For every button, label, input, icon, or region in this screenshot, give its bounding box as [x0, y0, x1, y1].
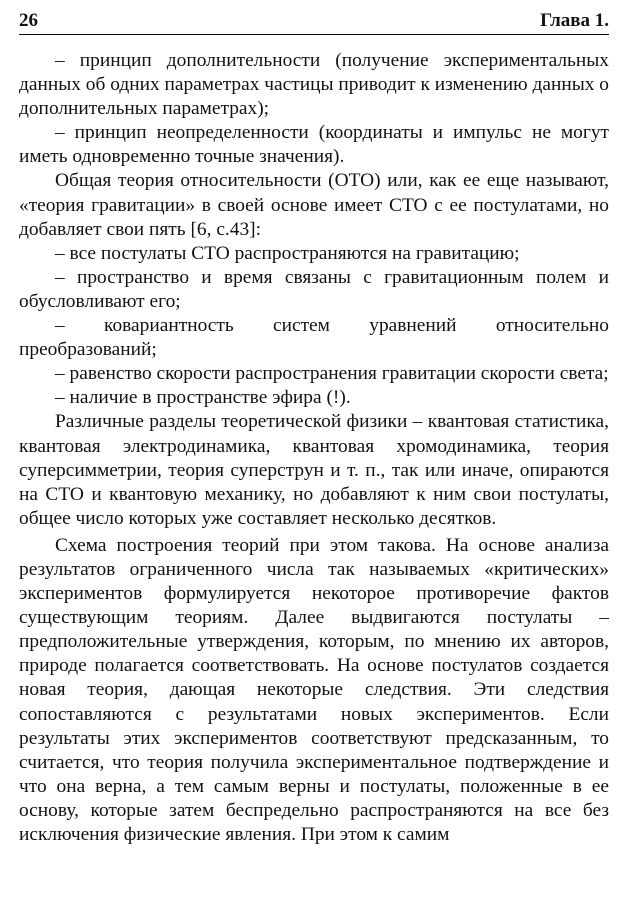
page-number: 26: [19, 10, 38, 31]
paragraph-postulate-3: – ковариантность систем уравнений относительно преобразований;: [19, 315, 609, 361]
paragraph-postulate-5: – наличие в пространстве эфира (!).: [55, 387, 351, 409]
paragraph-complementarity: – принцип дополнительности (получение экспериментальных данных об одних параметрах частицы приводит к изменению данных о дополнительных параметрах);: [19, 50, 609, 120]
book-page: [19, 10, 609, 847]
running-header: [19, 10, 609, 35]
paragraph-theoretical-physics: Различные разделы теоретической физики – квантовая статистика, квантовая электродинамика, квантовая хромодинамика, теория суперсимметрии, теория суперструн и т. п., так или иначе, опираются на СТО и квантовую механику, но добавляют к ним свои постулаты, общее число которых уже составляет несколько десятков.: [19, 411, 609, 529]
body-text: [19, 49, 609, 847]
paragraph-general-relativity: Общая теория относительности (ОТО) или, как ее еще называют, «теория гравитации» в своей основе имеет СТО с ее постулатами, но добавляет свои пять [6, с.43]:: [19, 170, 609, 240]
paragraph-postulate-2: – пространство и время связаны с гравитационным полем и обусловливают его;: [19, 266, 609, 312]
chapter-title: Глава 1.: [540, 10, 609, 31]
paragraph-theory-scheme: Схема построения теорий при этом такова. На основе анализа результатов ограниченного числа так называемых «критических» экспериментов формулируется некоторое противоречие фактов существующим теориям. Далее выдвигаются постулаты – предположительные утверждения, которым, по мнению их авторов, природе полагается соответствовать. На основе постулатов создается новая теория, дающая некоторые следствия. Эти следствия сопоставляются с результатами новых экспериментов. Если результаты этих экспериментов соответствуют предсказанным, то считается, что теория получила экспериментальное подтверждение и что она верна, а тем самым верны и постулаты, положенные в ее основу, которые затем беспредельно распространяются на все без исключения физические явления. При этом к самим: [19, 534, 609, 845]
paragraph-postulate-1: – все постулаты СТО распространяются на гравитацию;: [55, 242, 520, 264]
paragraph-uncertainty: – принцип неопределенности (координаты и импульс не могут иметь одновременно точные значения).: [19, 122, 609, 168]
paragraph-postulate-4: – равенство скорости распространения гравитации скорости света;: [55, 363, 609, 385]
